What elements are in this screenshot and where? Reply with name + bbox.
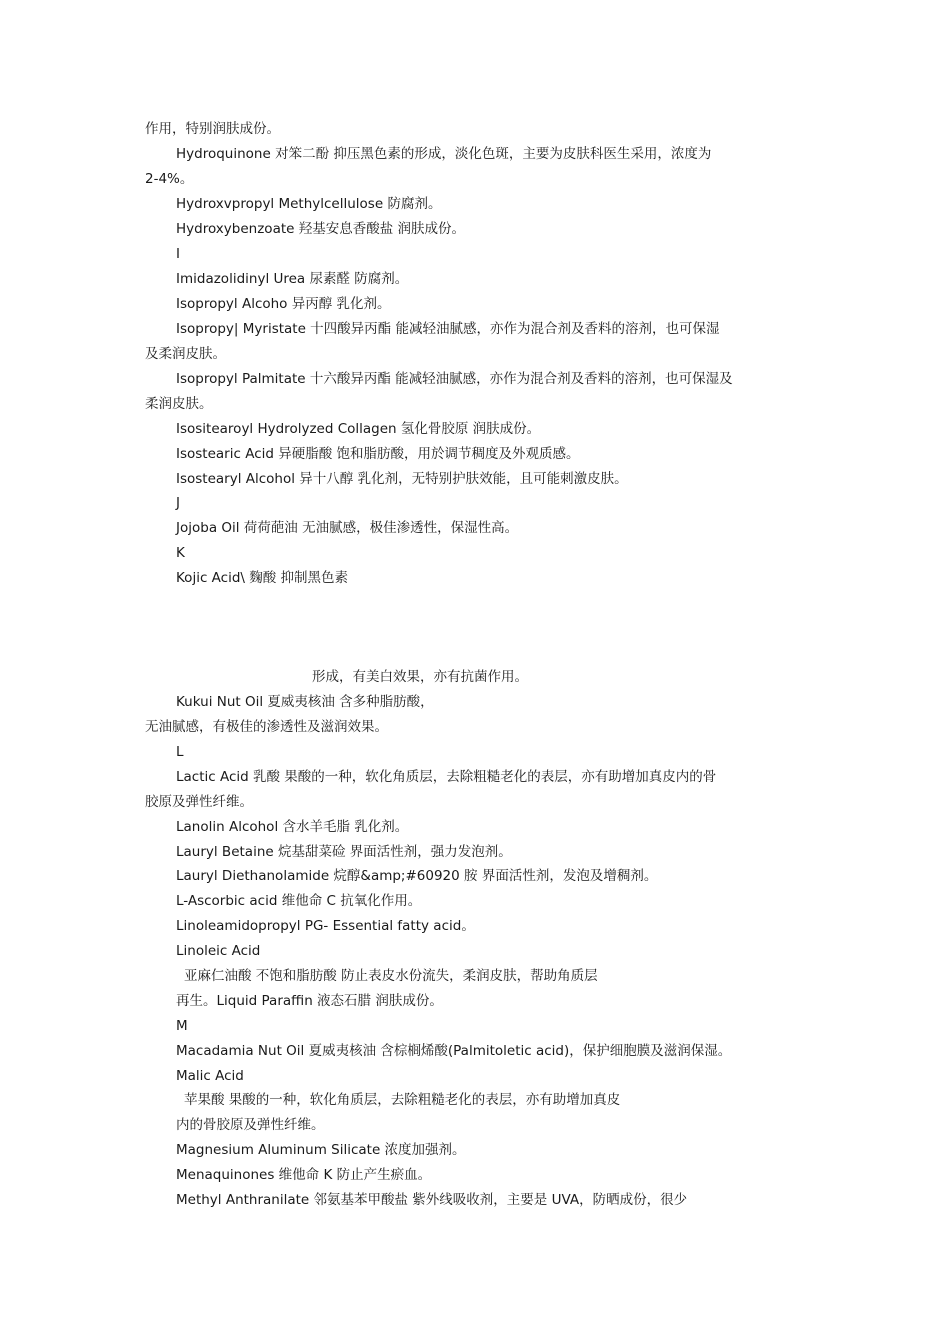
section-letter: K (176, 545, 185, 561)
text-line: Isostearyl Alcohol 异十八醇 乳化剂，无特别护肤效能，且可能刺激皮肤。 (176, 471, 628, 487)
text-line: Isopropy| Myristate 十四酸异丙酯 能减轻油腻感，亦作为混合剂及香料的溶剂，也可保湿 (176, 321, 720, 337)
text-line: Magnesium Aluminum Silicate 浓度加强剂。 (176, 1142, 466, 1158)
text-line: Lauryl Diethanolamide 烷醇&amp;#60920 胺 界面活性剂，发泡及增稠剂。 (176, 868, 658, 884)
text-line: Menaquinones 维他命 K 防止产生瘀血。 (176, 1167, 432, 1183)
section-letter: J (176, 495, 180, 511)
section-letter: M (176, 1018, 188, 1034)
text-line: Lauryl Betaine 烷基甜菜硷 界面活性剂，强力发泡剂。 (176, 844, 512, 860)
text-line: 及柔润皮肤。 (145, 346, 226, 362)
text-line: 胶原及弹性纤维。 (145, 794, 253, 810)
text-line: Isopropyl Palmitate 十六酸异丙酯 能减轻油腻感，亦作为混合剂及香料的溶剂，也可保湿及 (176, 371, 733, 387)
text-line: Hydroxybenzoate 羟基安息香酸盐 润肤成份。 (176, 221, 466, 237)
text-line: Imidazolidinyl Urea 尿素醛 防腐剂。 (176, 271, 409, 287)
text-line: 亚麻仁油酸 不饱和脂肪酸 防止表皮水份流失，柔润皮肤，帮助角质层 (184, 968, 598, 984)
text-line: Isopropyl Alcoho 异丙醇 乳化剂。 (176, 296, 391, 312)
text-line: 形成，有美白效果，亦有抗菌作用。 (312, 669, 528, 685)
text-line: Kukui Nut Oil 夏威夷核油 含多种脂肪酸， (176, 694, 434, 710)
text-line: Kojic Acid\ 麴酸 抑制黑色素 (176, 570, 349, 586)
text-line: Linoleamidopropyl PG- Essential fatty acid。 (176, 918, 475, 934)
text-line: Jojoba Oil 荷荷葩油 无油腻感，极佳渗透性，保湿性高。 (176, 520, 519, 536)
text-line: Lanolin Alcohol 含水羊毛脂 乳化剂。 (176, 819, 409, 835)
text-line: 2-4%。 (145, 171, 194, 187)
text-line: Isostearic Acid 异硬脂酸 饱和脂肪酸，用於调节稠度及外观质感。 (176, 446, 580, 462)
text-line: 作用，特别润肤成份。 (145, 121, 280, 137)
text-line: Hydroquinone 对笨二酚 抑压黑色素的形成，淡化色斑，主要为皮肤科医生采用，浓度为 (176, 146, 712, 162)
section-letter: I (176, 246, 180, 262)
text-line: Macadamia Nut Oil 夏威夷核油 含棕榈烯酸(Palmitoletic acid)，保护细胞膜及滋润保湿。 (176, 1043, 732, 1059)
text-line: 苹果酸 果酸的一种，软化角质层，去除粗糙老化的表层，亦有助增加真皮 (184, 1092, 621, 1108)
text-line: 无油腻感，有极佳的渗透性及滋润效果。 (145, 719, 388, 735)
text-line: L-Ascorbic acid 维他命 C 抗氧化作用。 (176, 893, 422, 909)
text-line: Lactic Acid 乳酸 果酸的一种，软化角质层，去除粗糙老化的表层，亦有助增加真皮内的骨 (176, 769, 717, 785)
section-letter: L (176, 744, 184, 760)
text-line: Hydroxvpropyl Methylcellulose 防腐剂。 (176, 196, 442, 212)
text-line: 内的骨胶原及弹性纤维。 (176, 1117, 325, 1133)
text-line: Isositearoyl Hydrolyzed Collagen 氢化骨胶原 润肤成份。 (176, 421, 541, 437)
text-line: Methyl Anthranilate 邻氨基苯甲酸盐 紫外线吸收剂，主要是 UVA，防晒成份，很少 (176, 1192, 688, 1208)
text-line: Malic Acid (176, 1068, 244, 1084)
text-line: 柔润皮肤。 (145, 396, 213, 412)
text-line: Linoleic Acid (176, 943, 261, 959)
text-line: 再生。Liquid Paraffin 液态石腊 润肤成份。 (176, 993, 443, 1009)
